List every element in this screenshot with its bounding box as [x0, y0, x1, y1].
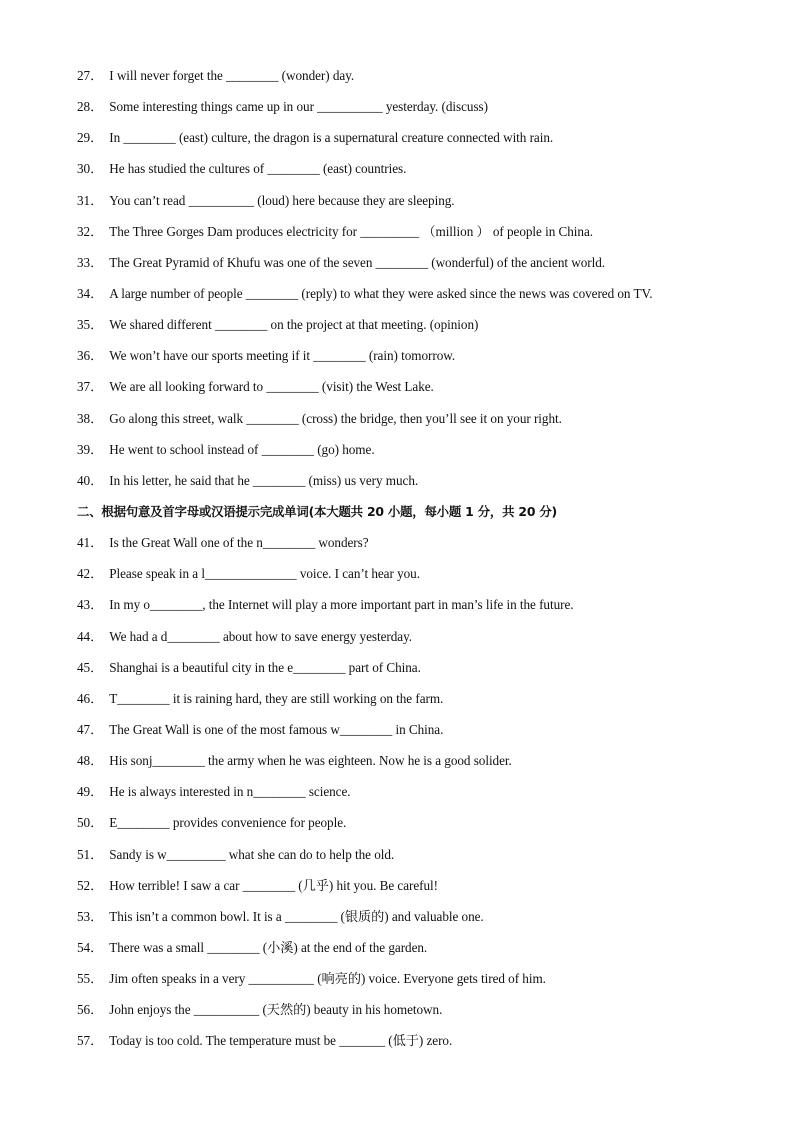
exercise-number: 35． [77, 317, 104, 333]
exercise-item [77, 1000, 777, 1031]
exercise-text: The Three Gorges Dam produces electricity for _________ （million ） of people in China. [109, 223, 594, 239]
exercise-text: He is always interested in n________ science. [109, 784, 351, 800]
exercise-number: 31． [77, 192, 104, 208]
exercise-text: How terrible! I saw a car ________ (几乎) hit you. Be careful! [109, 877, 439, 893]
exercise-item [77, 876, 777, 907]
exercise-number: 44． [77, 628, 104, 644]
exercise-text: We had a d________ about how to save energy yesterday. [109, 628, 412, 644]
section-heading-text: 二、根据句意及首字母或汉语提示完成单词(本大题共 20 小题，每小题 1 分，共 20 分) [77, 503, 558, 519]
exercise-item [77, 159, 777, 190]
exercise-text: In ________ (east) culture, the dragon is a supernatural creature connected with rain. [109, 130, 554, 146]
exercise-text: In his letter, he said that he ________ (miss) us very much. [109, 472, 419, 488]
exercise-number: 56． [77, 1002, 104, 1018]
exercise-item [77, 969, 777, 1000]
exercise-number: 32． [77, 223, 104, 239]
exercise-number: 46． [77, 690, 104, 706]
exercise-number: 52． [77, 877, 104, 893]
exercise-item [77, 782, 777, 813]
exercise-item [77, 471, 777, 502]
exercise-text: Sandy is w_________ what she can do to help the old. [109, 846, 395, 862]
exercise-item [77, 751, 777, 782]
exercise-number: 45． [77, 659, 104, 675]
exercise-number: 50． [77, 815, 104, 831]
exercise-number: 37． [77, 379, 104, 395]
exercise-number: 49． [77, 784, 104, 800]
exercise-number: 36． [77, 348, 104, 364]
exercise-number: 54． [77, 939, 104, 955]
exercise-text: Is the Great Wall one of the n________ wonders? [109, 535, 369, 551]
exercise-item [77, 409, 777, 440]
exercise-item [77, 284, 777, 315]
exercise-item [77, 253, 777, 284]
exercise-number: 42． [77, 566, 104, 582]
exercise-text: You can’t read __________ (loud) here because they are sleeping. [109, 192, 455, 208]
exercise-text: Go along this street, walk ________ (cross) the bridge, then you’ll see it on your right. [109, 410, 562, 426]
exercise-number: 40． [77, 472, 104, 488]
exercise-text: Shanghai is a beautiful city in the e________ part of China. [109, 659, 421, 675]
exercise-number: 55． [77, 971, 104, 987]
exercise-number: 27． [77, 68, 104, 83]
exercise-number: 47． [77, 721, 104, 737]
exercise-item [77, 845, 777, 876]
exercise-item [77, 658, 777, 689]
exercise-text: Some interesting things came up in our __________ yesterday. (discuss) [109, 99, 488, 115]
exercise-text: We are all looking forward to ________ (visit) the West Lake. [109, 379, 434, 395]
exercise-item [77, 97, 777, 128]
exercise-text: He went to school instead of ________ (go) home. [109, 441, 375, 457]
exercise-item [77, 938, 777, 969]
exercise-text: This isn’t a common bowl. It is a ________ (银质的) and valuable one. [109, 908, 484, 924]
exercise-item [77, 533, 777, 564]
exercise-item [77, 315, 777, 346]
exercise-number: 53． [77, 908, 104, 924]
exercise-number: 41． [77, 535, 104, 551]
exercise-text: The Great Pyramid of Khufu was one of the seven ________ (wonderful) of the ancient world. [109, 254, 605, 270]
exercise-item [77, 440, 777, 471]
exercise-list [77, 66, 777, 1063]
exercise-text: We shared different ________ on the project at that meeting. (opinion) [109, 317, 479, 333]
exercise-item [77, 907, 777, 938]
exercise-item [77, 813, 777, 844]
exercise-item [77, 627, 777, 658]
exercise-number: 43． [77, 597, 104, 613]
exercise-text: Please speak in a l______________ voice. I can’t hear you. [109, 566, 420, 582]
exercise-text: A large number of people ________ (reply) to what they were asked since the news was covered on TV. [109, 285, 653, 301]
exercise-number: 57． [77, 1033, 104, 1049]
exercise-item [77, 689, 777, 720]
exercise-text: Jim often speaks in a very __________ (响亮的) voice. Everyone gets tired of him. [109, 971, 546, 987]
exercise-item [77, 377, 777, 408]
exercise-item [77, 222, 777, 253]
exercise-number: 39． [77, 441, 104, 457]
exercise-text: E________ provides convenience for people. [109, 815, 347, 831]
exercise-number: 30． [77, 161, 104, 177]
exercise-number: 51． [77, 846, 104, 862]
exercise-text: There was a small ________ (小溪) at the end of the garden. [109, 939, 428, 955]
exercise-item [77, 564, 777, 595]
exercise-text: We won’t have our sports meeting if it ________ (rain) tomorrow. [109, 348, 456, 364]
exercise-text: John enjoys the __________ (天然的) beauty in his hometown. [109, 1002, 443, 1018]
exercise-number: 38． [77, 410, 104, 426]
exercise-text: Today is too cold. The temperature must be _______ (低于) zero. [109, 1033, 453, 1049]
section-heading [77, 502, 777, 533]
exercise-item [77, 1031, 777, 1062]
exercise-text: The Great Wall is one of the most famous w________ in China. [109, 721, 444, 737]
exercise-text: In my o________, the Internet will play a more important part in man’s life in the future. [109, 597, 574, 613]
exercise-item [77, 191, 777, 222]
exercise-text: His sonj________ the army when he was eighteen. Now he is a good solider. [109, 753, 512, 769]
exercise-item [77, 720, 777, 751]
exercise-text: T________ it is raining hard, they are still working on the farm. [109, 690, 444, 706]
exercise-text: I will never forget the ________ (wonder) day. [109, 68, 355, 83]
exercise-item [77, 128, 777, 159]
exercise-number: 28． [77, 99, 104, 115]
exercise-number: 33． [77, 254, 104, 270]
exercise-item [77, 346, 777, 377]
exercise-number: 34． [77, 285, 104, 301]
exercise-item [77, 595, 777, 626]
exercise-number: 29． [77, 130, 104, 146]
exercise-text: He has studied the cultures of ________ (east) countries. [109, 161, 407, 177]
exercise-item [77, 66, 777, 97]
exercise-number: 48． [77, 753, 104, 769]
